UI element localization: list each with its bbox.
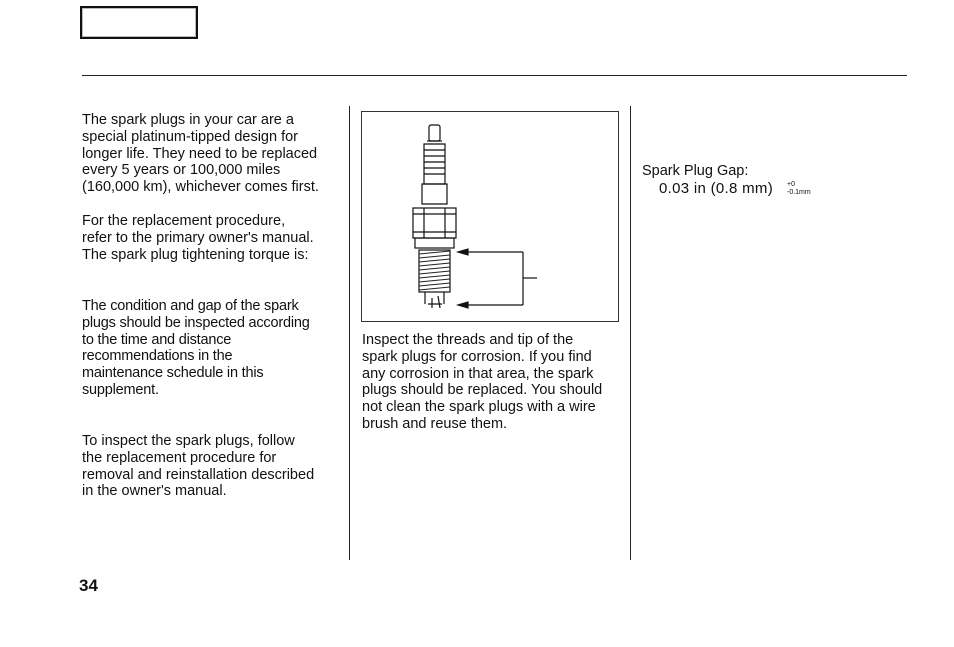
column-divider-left [349, 106, 350, 560]
gap-tolerance-lower: -0.1mm [787, 189, 811, 196]
gap-tolerance-upper: +0 [787, 181, 795, 188]
spark-plug-figure [361, 111, 619, 322]
page-number: 34 [79, 576, 98, 595]
procedure-paragraph: To inspect the spark plugs, follow the replacement procedure for removal and reinstallation described in the owner's manual. [82, 433, 315, 500]
spark-plug-diagram-icon [362, 112, 620, 323]
figure-caption: Inspect the threads and tip of the spark plugs for corrosion. If you find any corrosion in that area, the spark plugs should be replaced. You should not clean the spark plugs with a wire brush and reuse them. [362, 332, 603, 432]
spark-plug-gap-label: Spark Plug Gap: [642, 163, 749, 179]
header-box [80, 6, 198, 39]
intro-paragraph: The spark plugs in your car are a special platinum-tipped design for longer life. They need to be replaced every 5 years or 100,000 miles (160,000 km), whichever comes first. [82, 112, 319, 196]
inspection-paragraph: The condition and gap of the spark plugs should be inspected according to the time and distance recommendations in the maintenance schedule in this supplement. [82, 298, 310, 398]
replacement-paragraph: For the replacement procedure, refer to the primary owner's manual. The spark plug tightening torque is: [82, 213, 314, 263]
column-divider-right [630, 106, 631, 560]
header-rule [82, 75, 907, 76]
spark-plug-gap-value: 0.03 in (0.8 mm) [659, 180, 774, 197]
